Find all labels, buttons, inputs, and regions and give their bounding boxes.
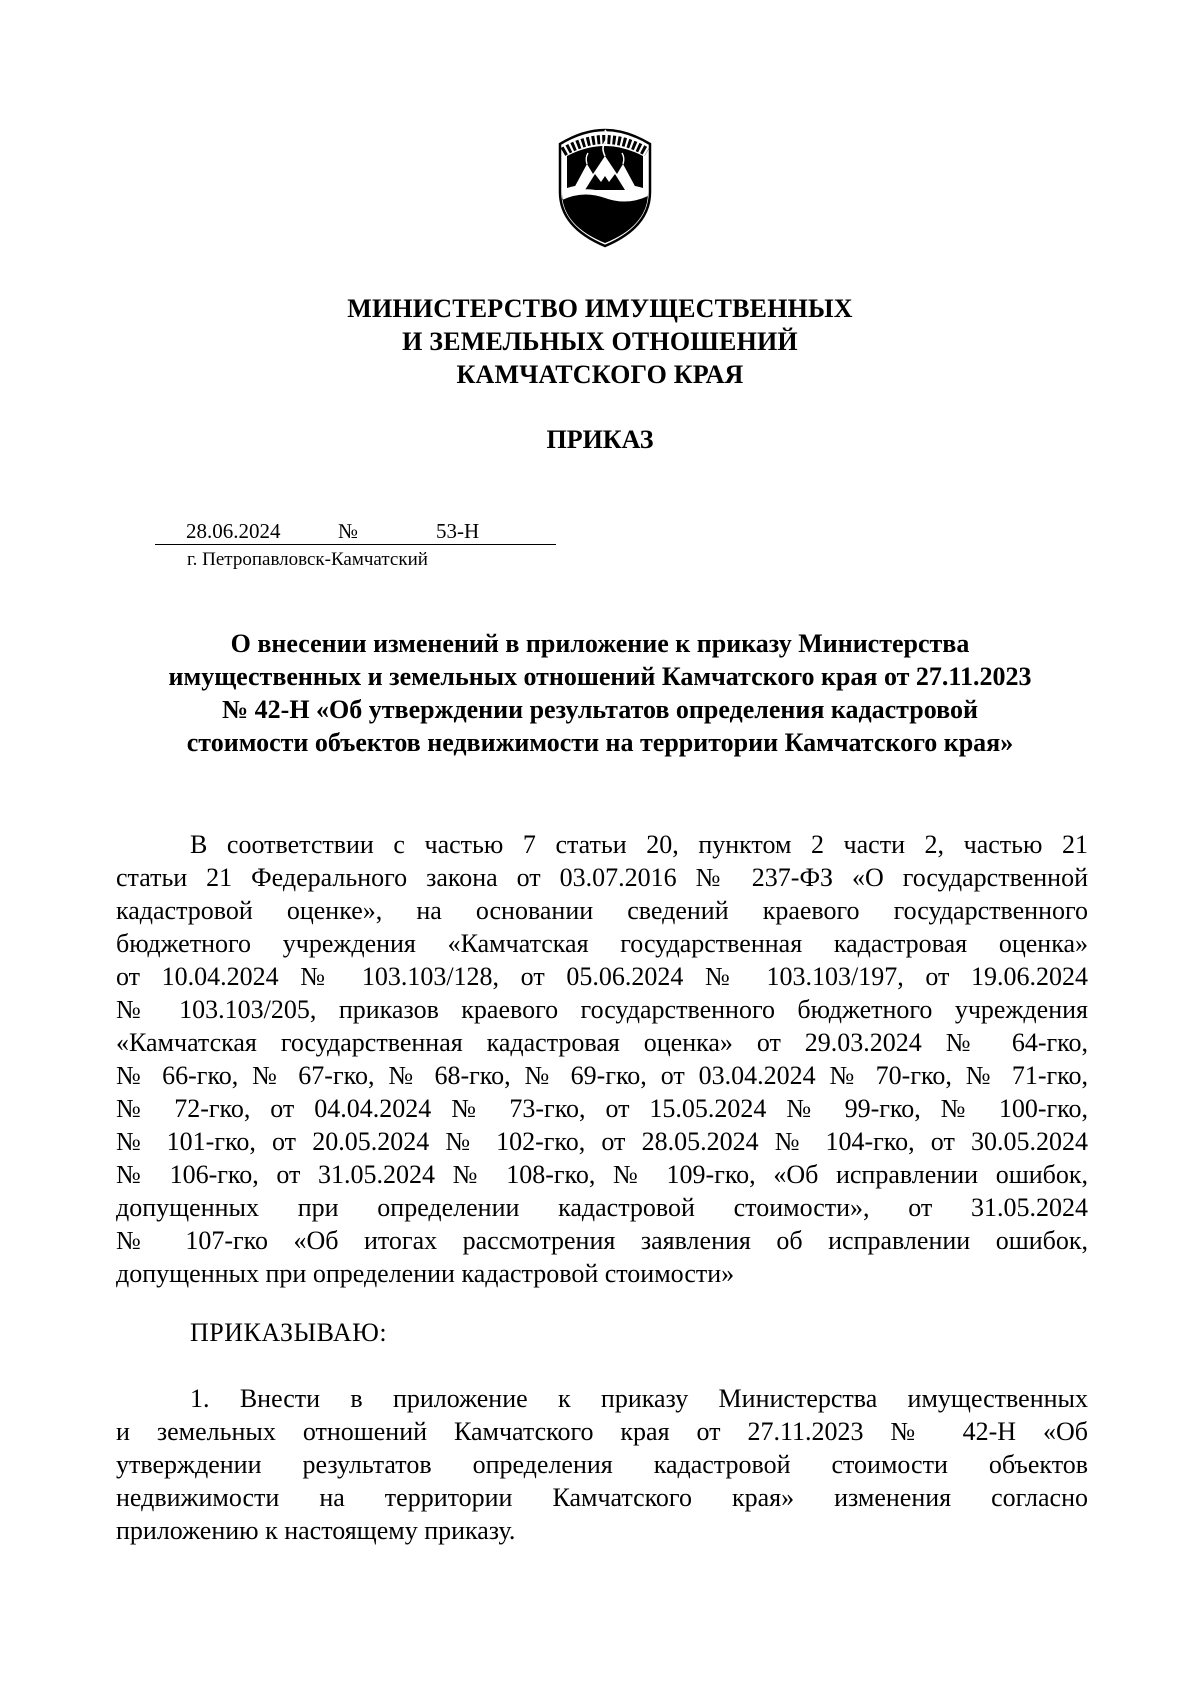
kamchatka-coat-of-arms-emblem [555, 122, 655, 252]
ministry-name-line-2: И ЗЕМЕЛЬНЫХ ОТНОШЕНИЙ [402, 327, 798, 356]
issue-city: г. Петропавловск-Камчатский [187, 549, 428, 570]
preamble-line: бюджетного учреждения «Камчатская государственная кадастровая оценка» [116, 929, 1088, 958]
order-number: 53-Н [436, 519, 480, 543]
preamble-line: В соответствии с частью 7 статьи 20, пунктом 2 части 2, частью 21 [190, 830, 1088, 859]
order-title-line: имущественных и земельных отношений Камчатского края от 27.11.2023 [168, 662, 1032, 691]
preamble-line: «Камчатская государственная кадастровая оценка» от 29.03.2024 № 64-гко, [116, 1028, 1088, 1057]
item-1-line: и земельных отношений Камчатского края от 27.11.2023 № 42-Н «Об [116, 1417, 1088, 1446]
order-date: 28.06.2024 [186, 519, 281, 543]
command-heading: ПРИКАЗЫВАЮ: [190, 1318, 388, 1347]
document-type-heading: ПРИКАЗ [546, 425, 654, 454]
preamble-line: № 72-гко, от 04.04.2024 № 73-гко, от 15.05.2024 № 99-гко, № 100-гко, [116, 1094, 1088, 1123]
preamble-line: статьи 21 Федерального закона от 03.07.2016 № 237-ФЗ «О государственной [116, 863, 1088, 892]
number-sign: № [338, 519, 359, 543]
ministry-name-line-3: КАМЧАТСКОГО КРАЯ [456, 360, 744, 389]
preamble-line: № 103.103/205, приказов краевого государственного бюджетного учреждения [116, 995, 1088, 1024]
item-1-line: 1. Внести в приложение к приказу Министерства имущественных [190, 1384, 1088, 1413]
registration-line [155, 518, 556, 545]
preamble-line: № 101-гко, от 20.05.2024 № 102-гко, от 28.05.2024 № 104-гко, от 30.05.2024 [116, 1127, 1088, 1156]
preamble-line: допущенных при определении кадастровой стоимости», от 31.05.2024 [116, 1193, 1088, 1222]
preamble-line: № 66-гко, № 67-гко, № 68-гко, № 69-гко, от 03.04.2024 № 70-гко, № 71-гко, [116, 1061, 1088, 1090]
preamble-line: № 107-гко «Об итогах рассмотрения заявления об исправлении ошибок, [116, 1226, 1088, 1255]
order-title-line: № 42-Н «Об утверждении результатов определения кадастровой [222, 695, 978, 724]
preamble-line: допущенных при определении кадастровой стоимости» [116, 1259, 735, 1288]
item-1-line: утверждении результатов определения кадастровой стоимости объектов [116, 1450, 1088, 1479]
preamble-line: № 106-гко, от 31.05.2024 № 108-гко, № 109-гко, «Об исправлении ошибок, [116, 1160, 1088, 1189]
order-title-line: стоимости объектов недвижимости на территории Камчатского края» [186, 728, 1014, 757]
preamble-line: от 10.04.2024 № 103.103/128, от 05.06.2024 № 103.103/197, от 19.06.2024 [116, 962, 1088, 991]
item-1-line: приложению к настоящему приказу. [116, 1516, 516, 1545]
order-title-line: О внесении изменений в приложение к приказу Министерства [230, 629, 970, 658]
ministry-name-line-1: МИНИСТЕРСТВО ИМУЩЕСТВЕННЫХ [347, 294, 853, 323]
preamble-line: кадастровой оценке», на основании сведений краевого государственного [116, 896, 1088, 925]
item-1-line: недвижимости на территории Камчатского края» изменения согласно [116, 1483, 1088, 1512]
